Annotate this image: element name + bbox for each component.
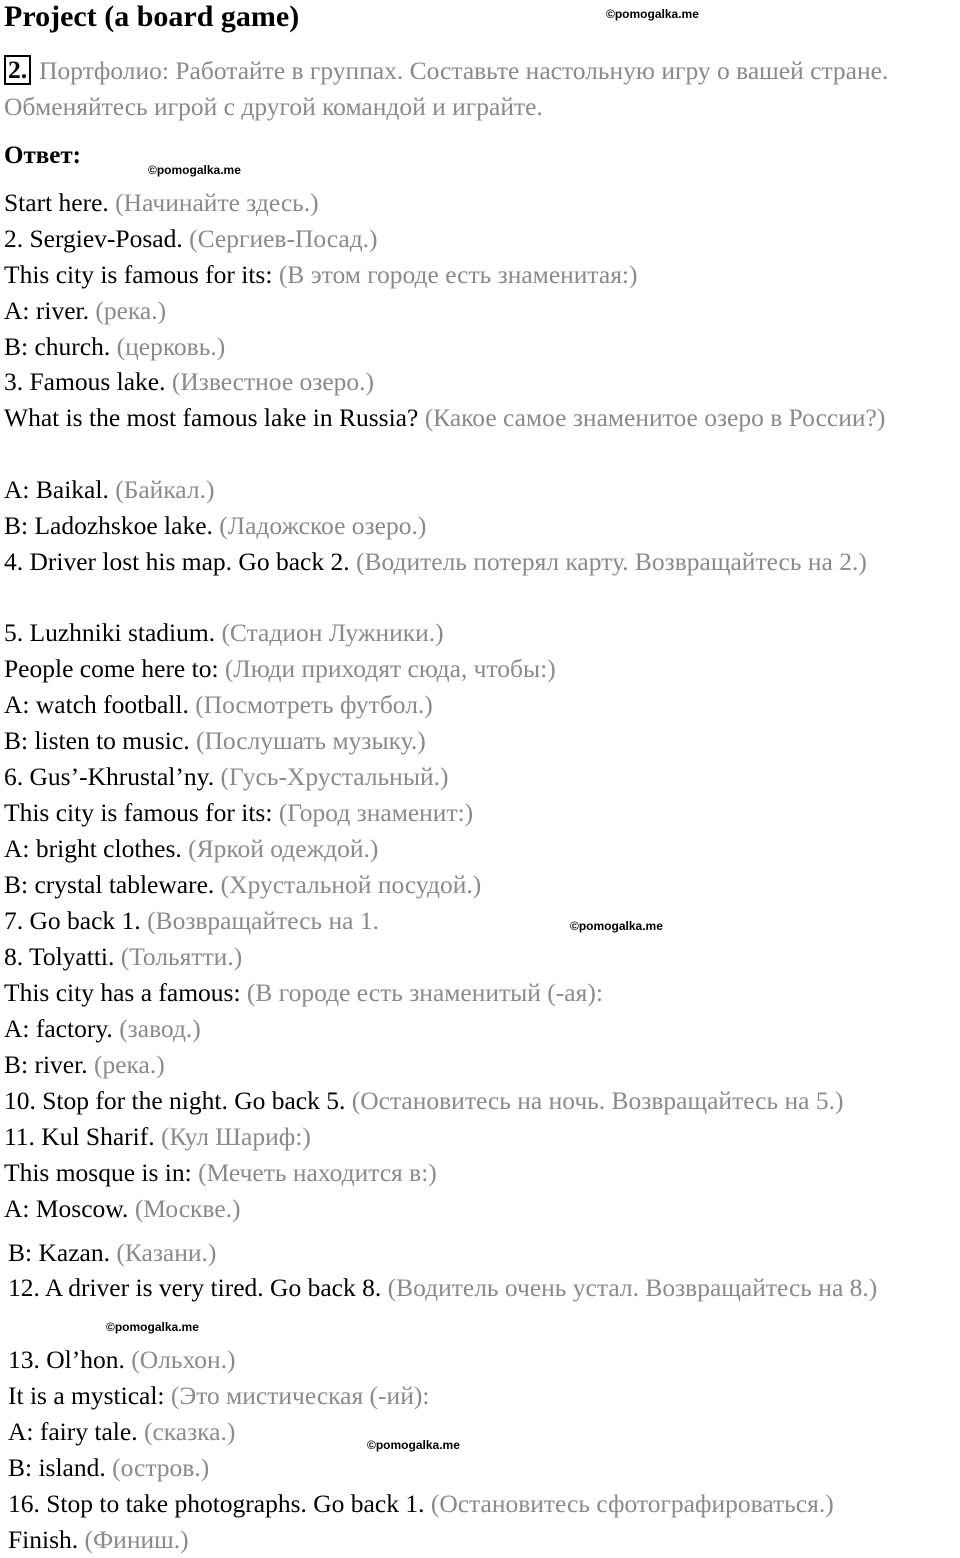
answer-line (4, 1119, 956, 1155)
russian-translation: (Водитель потерял карту. Возвращайтесь на 2.) (355, 547, 867, 576)
answer-line (8, 1450, 960, 1486)
russian-translation: (В этом городе есть знаменитая:) (278, 260, 638, 289)
english-text: What is the most famous lake in Russia? (4, 403, 419, 432)
russian-translation: (Ольхон.) (131, 1345, 236, 1374)
russian-translation: (Москве.) (134, 1194, 241, 1223)
answer-line (4, 1155, 956, 1191)
watermark: ©pomogalka.me (367, 1438, 460, 1452)
english-text: 16. Stop to take photographs. Go back 1. (8, 1489, 425, 1518)
russian-translation: (завод.) (119, 1014, 201, 1043)
english-text: This city is famous for its: (4, 798, 273, 827)
russian-translation: (Послушать музыку.) (195, 726, 426, 755)
answer-line (4, 400, 956, 436)
english-text: People come here to: (4, 654, 219, 683)
english-text: B: Kazan. (8, 1238, 110, 1267)
russian-translation: (Ладожское озеро.) (219, 511, 427, 540)
russian-translation: (Финиш.) (84, 1525, 189, 1554)
answer-line (8, 1342, 960, 1378)
answer-line (4, 975, 956, 1011)
answer-line (4, 1047, 956, 1083)
russian-translation: (река.) (93, 1050, 165, 1079)
answer-line (4, 831, 956, 867)
russian-translation: (Люди приходят сюда, чтобы:) (224, 654, 556, 683)
task-block (4, 53, 944, 125)
russian-translation: (река.) (95, 296, 167, 325)
task-text: Портфолио: Работайте в группах. Составьте настольную игру о вашей стране. Обменяйтесь игрой с другой командой и играйте. (4, 56, 889, 121)
english-text: A: river. (4, 296, 89, 325)
answer-line (4, 1011, 956, 1047)
english-text: 13. Ol’hon. (8, 1345, 125, 1374)
answer-line (8, 1378, 960, 1414)
russian-translation: (Сергиев-Посад.) (189, 224, 378, 253)
english-text: It is a mystical: (8, 1381, 165, 1410)
english-text: B: crystal tableware. (4, 870, 215, 899)
russian-translation: (Гусь-Хрустальный.) (220, 762, 449, 791)
answer-line (8, 1486, 960, 1522)
russian-translation: (Хрустальной посудой.) (220, 870, 482, 899)
watermark: ©pomogalka.me (570, 919, 663, 933)
answer-line (4, 472, 956, 508)
answer-line (4, 293, 956, 329)
english-text: B: river. (4, 1050, 88, 1079)
answer-line (4, 185, 956, 221)
task-number: 2. (4, 55, 31, 85)
answer-line (8, 1522, 960, 1558)
russian-translation: (В городе есть знаменитый (-ая): (246, 978, 603, 1007)
english-text: 10. Stop for the night. Go back 5. (4, 1086, 346, 1115)
english-text: Finish. (8, 1525, 79, 1554)
answer-line (4, 687, 956, 723)
russian-translation: (церковь.) (116, 332, 226, 361)
english-text: This city has a famous: (4, 978, 241, 1007)
answer-line (4, 615, 956, 651)
answer-line (8, 1235, 960, 1271)
answer-line (4, 1083, 956, 1119)
russian-translation: (Возвращайтесь на 1. (147, 906, 379, 935)
answer-line (8, 1270, 956, 1306)
answer-line (8, 1414, 960, 1450)
russian-translation: (Тольятти.) (120, 942, 243, 971)
russian-translation: (Остановитесь сфотографироваться.) (430, 1489, 834, 1518)
russian-translation: (Начинайте здесь.) (115, 188, 319, 217)
answer-line (4, 867, 956, 903)
english-text: A: bright clothes. (4, 834, 182, 863)
english-text: B: church. (4, 332, 111, 361)
russian-translation: (Кул Шариф:) (161, 1122, 311, 1151)
answer-line (4, 1191, 956, 1227)
russian-translation: (Известное озеро.) (171, 367, 375, 396)
english-text: A: factory. (4, 1014, 113, 1043)
english-text: 5. Luzhniki stadium. (4, 618, 216, 647)
english-text: B: island. (8, 1453, 106, 1482)
answer-label: Ответ: (4, 142, 81, 169)
english-text: 6. Gus’-Khrustal’ny. (4, 762, 215, 791)
english-text: 8. Tolyatti. (4, 942, 115, 971)
answer-line (4, 221, 956, 257)
answer-line (4, 651, 956, 687)
answer-line (4, 329, 956, 365)
answer-line (4, 795, 956, 831)
russian-translation: (Это мистическая (-ий): (170, 1381, 430, 1410)
answer-line (4, 508, 956, 544)
answer-line (4, 903, 956, 939)
watermark: ©pomogalka.me (148, 163, 241, 177)
english-text: 11. Kul Sharif. (4, 1122, 155, 1151)
answer-line (4, 939, 956, 975)
english-text: This mosque is in: (4, 1158, 192, 1187)
russian-translation: (остров.) (112, 1453, 210, 1482)
answer-line (4, 257, 956, 293)
english-text: 7. Go back 1. (4, 906, 141, 935)
english-text: A: Baikal. (4, 475, 109, 504)
english-text: A: watch football. (4, 690, 189, 719)
english-text: 2. Sergiev-Posad. (4, 224, 183, 253)
english-text: A: Moscow. (4, 1194, 129, 1223)
answer-line (4, 544, 956, 580)
russian-translation: (Водитель очень устал. Возвращайтесь на 8.) (387, 1273, 878, 1302)
russian-translation: (Какое самое знаменитое озеро в России?) (424, 403, 886, 432)
answer-line (4, 364, 956, 400)
watermark: ©pomogalka.me (606, 7, 699, 21)
answer-line (4, 723, 956, 759)
english-text: 4. Driver lost his map. Go back 2. (4, 547, 350, 576)
russian-translation: (Казани.) (116, 1238, 217, 1267)
russian-translation: (Яркой одеждой.) (188, 834, 379, 863)
english-text: A: fairy tale. (8, 1417, 138, 1446)
answer-line (4, 759, 956, 795)
english-text: 12. A driver is very tired. Go back 8. (8, 1273, 382, 1302)
russian-translation: (Остановитесь на ночь. Возвращайтесь на 5.) (351, 1086, 844, 1115)
russian-translation: (Стадион Лужники.) (221, 618, 444, 647)
english-text: 3. Famous lake. (4, 367, 166, 396)
russian-translation: (сказка.) (143, 1417, 236, 1446)
russian-translation: (Посмотреть футбол.) (195, 690, 433, 719)
english-text: This city is famous for its: (4, 260, 273, 289)
russian-translation: (Байкал.) (115, 475, 215, 504)
russian-translation: (Мечеть находится в:) (198, 1158, 437, 1187)
english-text: B: Ladozhskoe lake. (4, 511, 213, 540)
russian-translation: (Город знаменит:) (278, 798, 474, 827)
english-text: B: listen to music. (4, 726, 190, 755)
page-title: Project (a board game) (4, 0, 300, 33)
english-text: Start here. (4, 188, 109, 217)
watermark: ©pomogalka.me (106, 1320, 199, 1334)
